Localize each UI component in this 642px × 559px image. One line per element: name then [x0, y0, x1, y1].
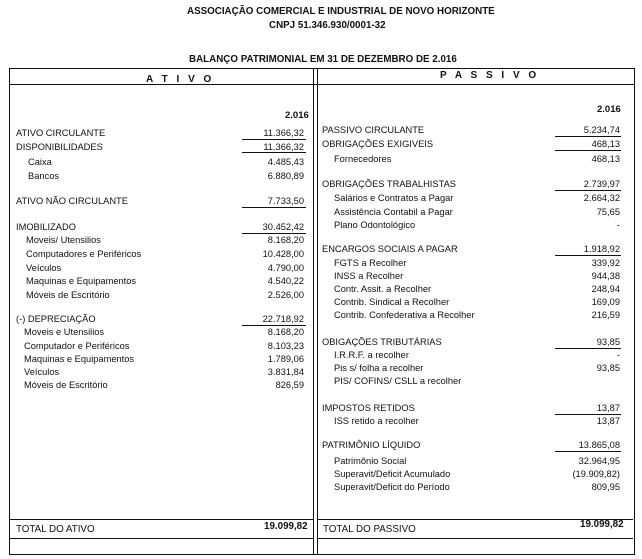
passivo-row-value: 1.918,92 — [583, 244, 620, 254]
ativo-row-label: ATIVO NÃO CIRCULANTE — [16, 196, 128, 206]
passivo-row-value: 809,95 — [591, 482, 620, 492]
ativo-row-value: 4.485,43 — [267, 157, 304, 167]
passivo-row-label: PIS/ COFINS/ CSLL a recolher — [334, 376, 462, 386]
passivo-row-value: (19.909,82) — [572, 469, 620, 479]
ativo-row-label: DISPONIBILIDADES — [16, 142, 103, 152]
ativo-row-label: Computador e Periféricos — [24, 341, 130, 351]
passivo-underline — [555, 255, 621, 256]
ativo-row — [16, 221, 304, 233]
passivo-row-label: Contr. Assit. a Recolher — [334, 284, 432, 294]
passivo-row-label: PASSIVO CIRCULANTE — [322, 125, 425, 135]
ativo-row-label: Móveis de Escritório — [26, 290, 110, 300]
ativo-row-label: IMOBILIZADO — [16, 222, 76, 232]
passivo-row-label: FGTS a Recolher — [334, 258, 407, 268]
passivo-row — [322, 402, 620, 414]
ativo-row-label: Móveis de Escritório — [24, 380, 108, 390]
ativo-row-value: 2.526,00 — [267, 290, 304, 300]
ativo-row — [16, 156, 304, 168]
ativo-row-label: Bancos — [28, 171, 60, 181]
ativo-row-value: 826,59 — [275, 380, 304, 390]
ativo-row — [16, 275, 304, 287]
passivo-row-value: 169,09 — [591, 297, 620, 307]
passivo-row-value: 5.234,74 — [583, 125, 620, 135]
passivo-underline — [555, 348, 621, 349]
column-divider-right — [317, 69, 318, 555]
ativo-year: 2.016 — [285, 110, 309, 121]
passivo-row-value: - — [616, 220, 620, 230]
ativo-row — [16, 313, 304, 325]
passivo-row — [322, 206, 620, 218]
passivo-row-value: 32.964,95 — [578, 456, 620, 466]
ativo-row-value: 11.366,32 — [263, 128, 304, 138]
passivo-row-value: 93,85 — [596, 337, 620, 347]
passivo-row-value: 13.865,08 — [578, 440, 620, 450]
ativo-row — [16, 289, 304, 301]
org-name: ASSOCIAÇÃO COMERCIAL E INDUSTRIAL DE NOVO HORIZONTE — [187, 6, 495, 17]
passivo-row-label: Patrimônio Social — [334, 456, 407, 466]
passivo-row-value: 248,94 — [591, 284, 620, 294]
passivo-total-value: 19.099,82 — [580, 519, 624, 530]
passivo-underline — [555, 414, 621, 415]
ativo-row-value: 7.733,50 — [267, 196, 304, 206]
ativo-row-value: 8.103,23 — [267, 341, 304, 351]
passivo-row-label: OBRIGAÇÕES EXIGIVEIS — [322, 139, 434, 149]
passivo-row-label: Superavit/Deficit Acumulado — [334, 469, 451, 479]
passivo-row — [322, 219, 620, 231]
ativo-row-value: 30.452,42 — [262, 222, 304, 232]
cnpj: CNPJ 51.346.930/0001-32 — [269, 20, 386, 31]
passivo-bottom-rule — [318, 538, 633, 539]
ativo-total-value: 19.099,82 — [264, 521, 308, 532]
passivo-row — [322, 283, 620, 295]
passivo-row-value: 216,59 — [591, 310, 620, 320]
ativo-row-label: Veículos — [24, 367, 60, 377]
ativo-underline — [242, 152, 306, 153]
passivo-heading: P A S S I V O — [440, 70, 540, 81]
passivo-row-value: 75,65 — [596, 207, 620, 217]
ativo-row — [16, 340, 304, 352]
passivo-row-label: OBIGAÇÕES TRIBUTÁRIAS — [322, 337, 442, 347]
heading-divider — [10, 84, 634, 85]
passivo-row-value: 2.664,32 — [583, 193, 620, 203]
passivo-underline — [555, 190, 621, 191]
ativo-total-rule — [10, 519, 314, 520]
ativo-row-value: 11.366,32 — [263, 142, 304, 152]
passivo-row-value: 468,13 — [591, 154, 620, 164]
ativo-row-value: 1.789,06 — [267, 354, 304, 364]
passivo-row — [322, 349, 620, 361]
ativo-row — [16, 262, 304, 274]
ativo-underline — [242, 207, 306, 208]
passivo-row-value: 13,87 — [596, 416, 620, 426]
passivo-row — [322, 243, 620, 255]
ativo-row — [16, 195, 304, 207]
passivo-row — [322, 481, 620, 493]
ativo-row-value: 8.168,20 — [267, 235, 304, 245]
ativo-underline — [242, 233, 306, 234]
ativo-row — [16, 366, 304, 378]
passivo-row-value: 93,85 — [596, 363, 620, 373]
passivo-row-label: IMPOSTOS RETIDOS — [322, 403, 415, 413]
passivo-row — [322, 415, 620, 427]
passivo-row — [322, 375, 620, 387]
ativo-row — [16, 379, 304, 391]
passivo-underline — [555, 451, 621, 452]
ativo-row — [16, 170, 304, 182]
report-title: BALANÇO PATRIMONIAL EM 31 DE DEZEMBRO DE 2.016 — [189, 54, 457, 65]
ativo-row — [16, 248, 304, 260]
passivo-row-label: OBRIGAÇÕES TRABALHISTAS — [322, 179, 456, 189]
passivo-row-value: - — [616, 350, 620, 360]
ativo-heading: A T I V O — [146, 74, 215, 85]
passivo-row-value: 468,13 — [591, 139, 620, 149]
passivo-year: 2.016 — [597, 104, 621, 115]
passivo-row — [322, 336, 620, 348]
ativo-row-label: Caixa — [28, 157, 52, 167]
passivo-row — [322, 124, 620, 136]
ativo-row-value: 6.880,89 — [267, 171, 304, 181]
passivo-row — [322, 138, 620, 150]
passivo-row — [322, 296, 620, 308]
ativo-row-label: Computadores e Periféricos — [26, 249, 142, 259]
passivo-row-value: 2.739,97 — [583, 179, 620, 189]
ativo-row — [16, 326, 304, 338]
ativo-row-value: 8.168,20 — [267, 327, 304, 337]
ativo-row-label: (-) DEPRECIAÇÃO — [16, 314, 96, 324]
passivo-row-value: 339,92 — [591, 258, 620, 268]
ativo-row-label: Maquinas e Equipamentos — [24, 354, 135, 364]
ativo-row — [16, 353, 304, 365]
passivo-row-value: 944,38 — [591, 271, 620, 281]
ativo-row-value: 10.428,00 — [262, 249, 304, 259]
passivo-row-label: Contrib. Confederativa a Recolher — [334, 310, 475, 320]
passivo-row — [322, 270, 620, 282]
ativo-row-value: 4.540,22 — [267, 276, 304, 286]
ativo-total-label: TOTAL DO ATIVO — [16, 524, 95, 535]
passivo-row — [322, 439, 620, 451]
passivo-row-label: Pis s/ folha a recolher — [334, 363, 424, 373]
passivo-row-label: Superavit/Deficit do Período — [334, 482, 450, 492]
passivo-row — [322, 309, 620, 321]
ativo-row-value: 3.831,84 — [267, 367, 304, 377]
passivo-row — [322, 257, 620, 269]
ativo-row-value: 22.718,92 — [262, 314, 304, 324]
passivo-row — [322, 192, 620, 204]
passivo-total-label: TOTAL DO PASSIVO — [323, 524, 416, 535]
ativo-row-value: 4.790,00 — [267, 263, 304, 273]
ativo-row — [16, 127, 304, 139]
passivo-row-label: ENCARGOS SOCIAIS A PAGAR — [322, 244, 458, 254]
ativo-row-label: Veículos — [26, 263, 62, 273]
ativo-row-label: Moveis e Utensilios — [24, 327, 105, 337]
passivo-row-label: ISS retido a recolher — [334, 416, 419, 426]
passivo-row-label: Fornecedores — [334, 154, 392, 164]
passivo-row — [322, 468, 620, 480]
ativo-row-label: Maquinas e Equipamentos — [26, 276, 137, 286]
passivo-row — [322, 362, 620, 374]
passivo-row-value: 13,87 — [596, 403, 620, 413]
passivo-row-label: Contrib. Sindical a Recolher — [334, 297, 450, 307]
passivo-underline — [555, 150, 621, 151]
passivo-row-label: Plano Odontológico — [334, 220, 416, 230]
passivo-row — [322, 455, 620, 467]
ativo-underline — [242, 325, 306, 326]
ativo-row-label: ATIVO CIRCULANTE — [16, 128, 106, 138]
passivo-row-label: PATRIMÔNIO LÍQUIDO — [322, 440, 421, 450]
passivo-row-label: Salários e Contratos a Pagar — [334, 193, 454, 203]
passivo-row-label: Assistência Contabil a Pagar — [334, 207, 453, 217]
ativo-row — [16, 234, 304, 246]
passivo-row — [322, 178, 620, 190]
passivo-row-label: I.R.R.F. a recolher — [334, 350, 409, 360]
ativo-underline — [242, 139, 306, 140]
passivo-underline — [555, 136, 621, 137]
passivo-row — [322, 153, 620, 165]
ativo-bottom-rule — [10, 538, 314, 539]
passivo-row-label: INSS a Recolher — [334, 271, 404, 281]
column-divider-left — [313, 69, 314, 555]
ativo-row-label: Moveis/ Utensilios — [26, 235, 101, 245]
